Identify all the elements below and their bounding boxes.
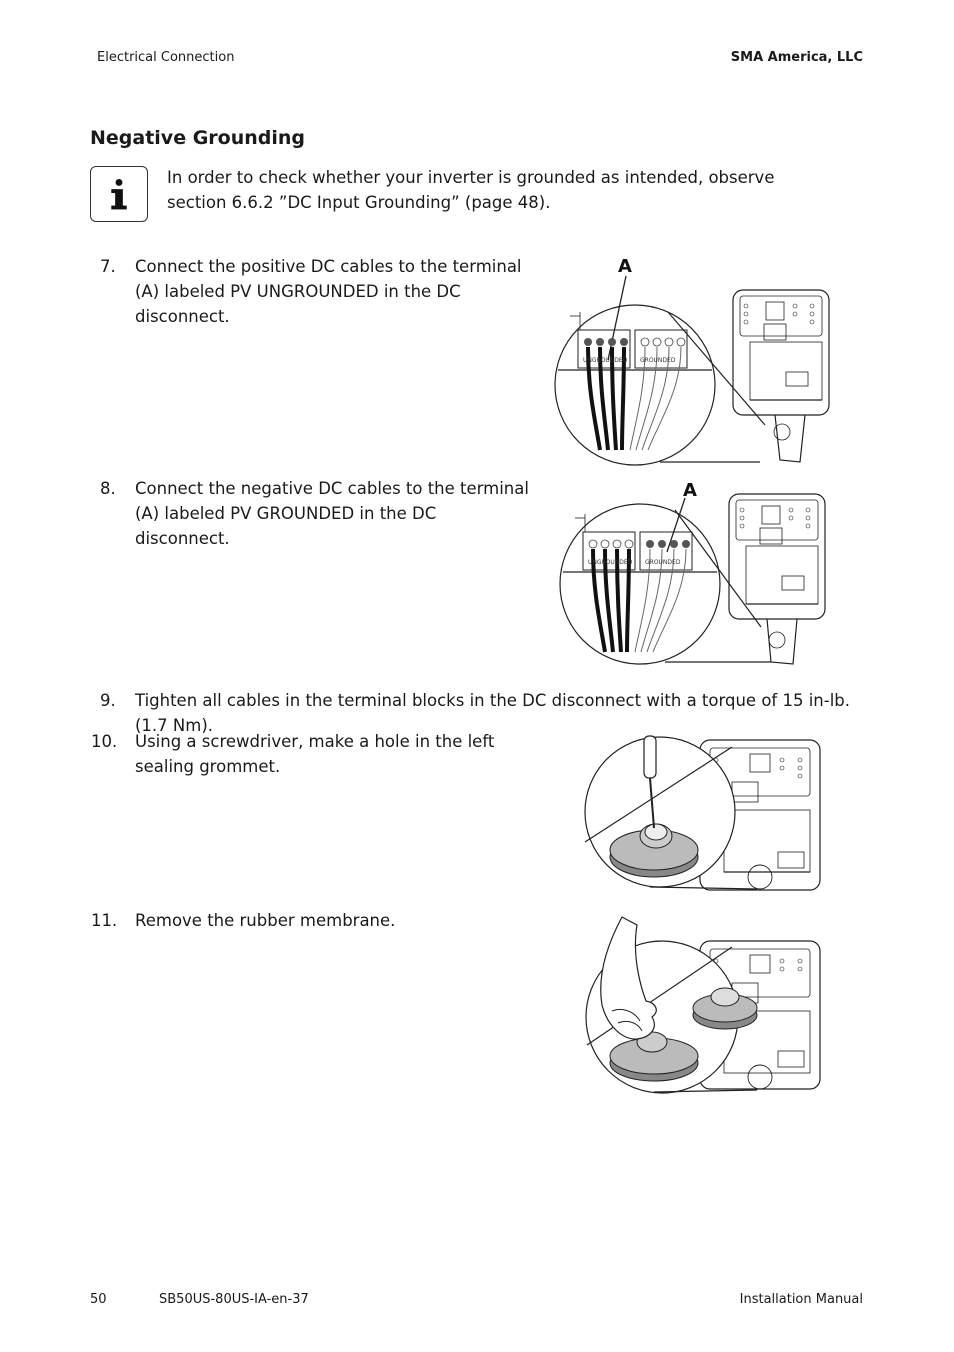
step-text: Connect the positive DC cables to the terminal (A) labeled PV UNGROUNDED in the DC disconnect.	[135, 257, 522, 326]
terminal-label-ungrounded: UNGROUNDED	[588, 559, 633, 566]
terminal-label-ungrounded: UNGROUNDED	[583, 357, 628, 364]
step-number: 11.	[91, 911, 118, 930]
callout-label: A	[683, 480, 697, 501]
figure-grounded-terminal	[555, 472, 855, 672]
step-number: 10.	[91, 732, 118, 751]
header-company: SMA America, LLC	[730, 50, 863, 65]
info-icon	[90, 166, 148, 222]
figure-ungrounded-terminal	[550, 250, 850, 470]
figure-remove-membrane	[582, 915, 827, 1097]
figure-screwdriver-grommet	[582, 732, 827, 897]
step-number: 9.	[100, 691, 116, 710]
page-number: 50	[90, 1292, 107, 1307]
step-number: 8.	[100, 479, 116, 498]
document-title: Installation Manual	[739, 1292, 863, 1307]
info-note-text: In order to check whether your inverter is grounded as intended, observe section 6.6.2 ”DC Input Grounding” (page 48).	[167, 168, 775, 212]
header-section: Electrical Connection	[97, 50, 235, 65]
step-text: Using a screwdriver, make a hole in the left sealing grommet.	[135, 732, 495, 776]
section-heading: Negative Grounding	[90, 127, 306, 149]
terminal-label-grounded: GROUNDED	[640, 357, 676, 364]
step-text: Connect the negative DC cables to the terminal (A) labeled PV GROUNDED in the DC disconnect.	[135, 479, 529, 548]
callout-label: A	[618, 256, 632, 277]
terminal-label-grounded: GROUNDED	[645, 559, 681, 566]
step-number: 7.	[100, 257, 116, 276]
document-id: SB50US-80US-IA-en-37	[159, 1292, 309, 1307]
step-text: Remove the rubber membrane.	[135, 911, 396, 930]
step-text: Tighten all cables in the terminal blocks in the DC disconnect with a torque of 15 in-lb. (1.7 Nm).	[135, 691, 851, 735]
